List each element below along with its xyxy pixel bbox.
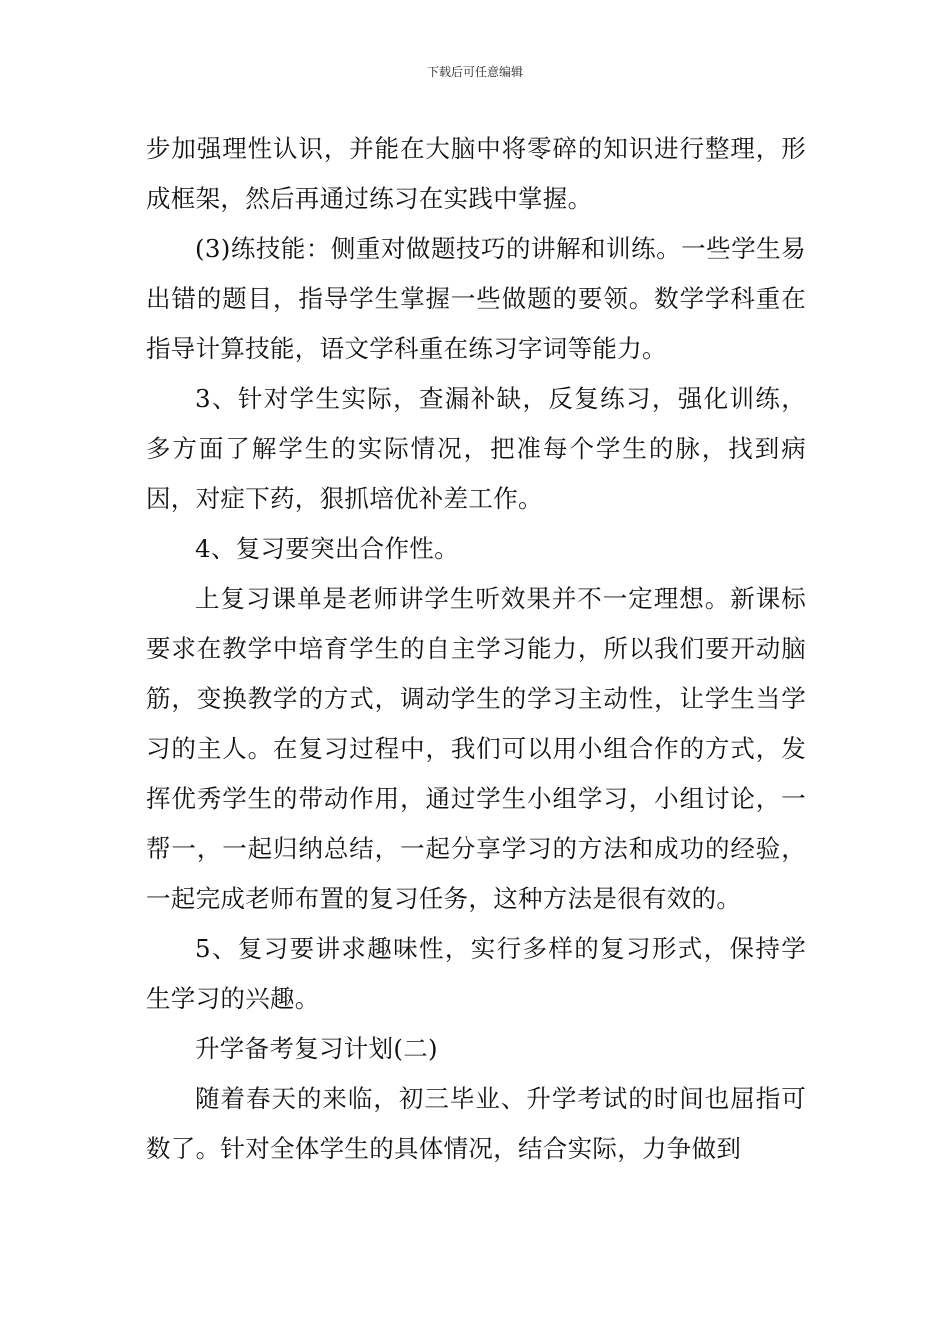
paragraph-3: 3、针对学生实际，查漏补缺，反复练习，强化训练，多方面了解学生的实际情况，把准每个学生的脉，找到病因，对症下药，狠抓培优补差工作。 bbox=[146, 384, 806, 513]
paragraph-5: 上复习课单是老师讲学生听效果并不一定理想。新课标要求在教学中培育学生的自主学习能力，所以我们要开动脑筋，变换教学的方式，调动学生的学习主动性，让学生当学习的主人。在复习过程中，我们可以用小组合作的方式，发挥优秀学生的带动作用，通过学生小组学习，小组讨论，一帮一，一起归纳总结，一起分享学习的方法和成功的经验，一起完成老师布置的复习任务，这种方法是很有效的。 bbox=[146, 584, 806, 913]
paragraph-2: (3)练技能：侧重对做题技巧的讲解和训练。一些学生易出错的题目，指导学生掌握一些做题的要领。数学学科重在指导计算技能，语文学科重在练习字词等能力。 bbox=[146, 234, 806, 363]
paragraph-6: 5、复习要讲求趣味性，实行多样的复习形式，保持学生学习的兴趣。 bbox=[146, 934, 806, 1013]
paragraph-4: 4、复习要突出合作性。 bbox=[195, 534, 459, 563]
section-title: 升学备考复习计划(二) bbox=[195, 1034, 438, 1063]
paragraph-1: 步加强理性认识，并能在大脑中将零碎的知识进行整理，形成框架，然后再通过练习在实践中掌握。 bbox=[146, 134, 806, 213]
document-body bbox=[146, 124, 806, 1174]
paragraph-7: 随着春天的来临，初三毕业、升学考试的时间也屈指可数了。针对全体学生的具体情况，结合实际，力争做到 bbox=[146, 1084, 806, 1163]
page-header: 下载后可任意编辑 bbox=[426, 65, 523, 79]
